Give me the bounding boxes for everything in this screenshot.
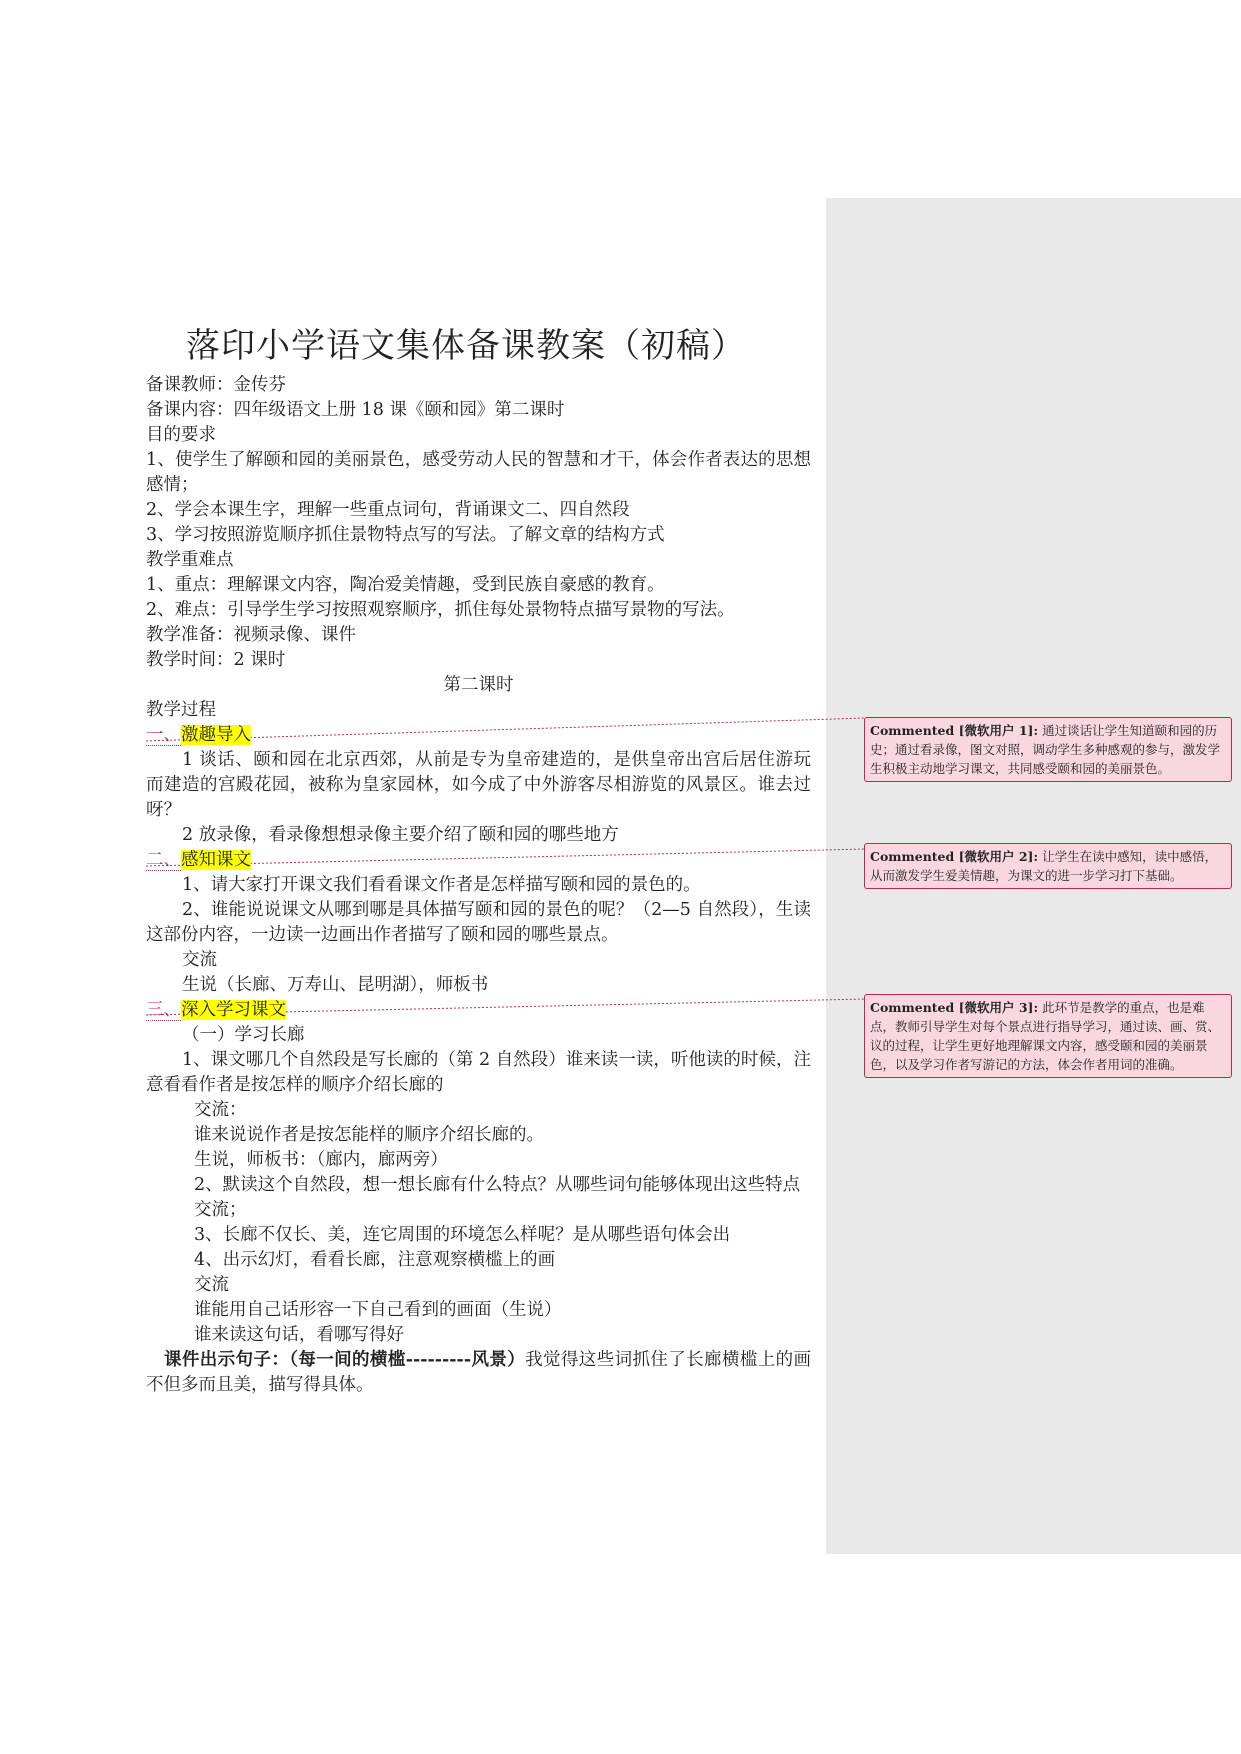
section-3-paragraph-4: 生说，师板书：（廊内，廊两旁）: [194, 1150, 448, 1170]
comment-1-text: 通过谈话让学生知道颐和园的历史；通过看录像，图文对照，调动学生多种感观的参与，激发学生积极主动地学习课文，共同感受颐和园的美丽景色。: [870, 723, 1221, 776]
document-title: 落印小学语文集体备课教案（初稿）: [186, 326, 746, 366]
section-1-title[interactable]: 激趣导入: [181, 725, 251, 745]
key-points-heading: 教学重难点: [146, 550, 234, 570]
goal-1: 1、使学生了解颐和园的美丽景色，感受劳动人民的智慧和才干，体会作者表达的思想感情；: [146, 450, 811, 495]
section-3-paragraph-5: 2、默读这个自然段，想一想长廊有什么特点？从哪些词句能够体现出这些特点: [194, 1175, 801, 1195]
section-3-heading: [146, 998, 811, 1023]
section-2-heading: [146, 848, 811, 873]
section-3-title[interactable]: 深入学习课文: [181, 1000, 286, 1020]
section-2-paragraph-1: 1、请大家打开课文我们看看课文作者是怎样描写颐和园的景色的。: [182, 875, 701, 895]
section-3-paragraph-10: 谁能用自己话形容一下自己看到的画面（生说）: [194, 1300, 562, 1320]
section-3-subheading: （一）学习长廊: [182, 1025, 305, 1045]
section-3-paragraph-1: 1、课文哪几个自然段是写长廊的（第 2 自然段）谁来读一读，听他读的时候，注意看看作者是按怎样的顺序介绍长廊的: [146, 1050, 811, 1095]
comment-3-author: Commented [微软用户 3]:: [870, 1000, 1039, 1015]
section-3-paragraph-7: 3、长廊不仅长、美，连它周围的环境怎么样呢？是从哪些语句体会出: [194, 1225, 731, 1245]
section-1-paragraph-1: 1 谈话、颐和园在北京西郊，从前是专为皇帝建造的，是供皇帝出宫后居住游玩而建造的宫殿花园，被称为皇家园林，如今成了中外游客尽相游览的风景区。谁去过呀？: [146, 750, 811, 820]
key-point-1: 1、重点：理解课文内容，陶冶爱美情趣，受到民族自豪感的教育。: [146, 575, 665, 595]
section-1-heading: [146, 723, 811, 748]
document-body: [146, 318, 811, 1398]
content-line: 备课内容：四年级语文上册 18 课《颐和园》第二课时: [146, 400, 565, 420]
section-3-paragraph-6: 交流；: [194, 1200, 247, 1220]
goal-2: 2、学会本课生字，理解一些重点词句，背诵课文二、四自然段: [146, 500, 630, 520]
comment-2[interactable]: [864, 843, 1232, 889]
teacher-line: 备课教师：金传芬: [146, 375, 286, 395]
section-2-number: 二、: [146, 850, 181, 870]
goals-heading: 目的要求: [146, 425, 216, 445]
courseware-sentence: 课件出示句子：（每一间的横槛---------风景）: [164, 1350, 526, 1370]
comment-2-text: 让学生在读中感知，读中感悟，从而激发学生爱美情趣，为课文的进一步学习打下基础。: [870, 849, 1218, 883]
time-line: 教学时间：2 课时: [146, 650, 286, 670]
key-point-2: 2、难点：引导学生学习按照观察顺序，抓住每处景物特点描写景物的写法。: [146, 600, 735, 620]
comment-1-author: Commented [微软用户 1]:: [870, 723, 1039, 738]
section-3-paragraph-12: [146, 1348, 811, 1398]
section-3-paragraph-2: 交流：: [194, 1100, 247, 1120]
section-3-paragraph-11: 谁来读这句话，看哪写得好: [194, 1325, 404, 1345]
process-heading: 教学过程: [146, 700, 216, 720]
section-2-paragraph-3: 交流: [182, 950, 217, 970]
section-3-paragraph-3: 谁来说说作者是按怎能样的顺序介绍长廊的。: [194, 1125, 544, 1145]
lesson-heading: 第二课时: [443, 675, 514, 695]
preparation-line: 教学准备：视频录像、课件: [146, 625, 356, 645]
comment-2-author: Commented [微软用户 2]:: [870, 849, 1039, 864]
section-3-number: 三、: [146, 1000, 181, 1020]
goal-3: 3、学习按照游览顺序抓住景物特点写的写法。了解文章的结构方式: [146, 525, 665, 545]
section-3-paragraph-8: 4、出示幻灯，看看长廊，注意观察横槛上的画: [194, 1250, 556, 1270]
section-2-paragraph-2: 2、谁能说说课文从哪到哪是具体描写颐和园的景色的呢？（2—5 自然段），生读这部份内容，一边读一边画出作者描写了颐和园的哪些景点。: [146, 900, 811, 945]
comment-1[interactable]: [864, 717, 1232, 782]
courseware-sentence-rest: 我觉得这些词抓住了长廊横槛上的画不但多而且美，描写得具体。: [146, 1350, 811, 1395]
section-3-paragraph-9: 交流: [194, 1275, 229, 1295]
section-1-paragraph-2: 2 放录像，看录像想想录像主要介绍了颐和园的哪些地方: [182, 825, 619, 845]
section-2-title[interactable]: 感知课文: [181, 850, 251, 870]
comment-3-text: 此环节是教学的重点，也是难点，教师引导学生对每个景点进行指导学习，通过读、画、赏、议的过程，让学生更好地理解课文内容，感受颐和园的美丽景色，以及学习作者写游记的方法，体会作者用词的准确。: [870, 1000, 1221, 1072]
section-1-number: 一、: [146, 725, 181, 745]
section-2-paragraph-4: 生说（长廊、万寿山、昆明湖），师板书: [182, 975, 489, 995]
comment-3[interactable]: [864, 994, 1232, 1078]
